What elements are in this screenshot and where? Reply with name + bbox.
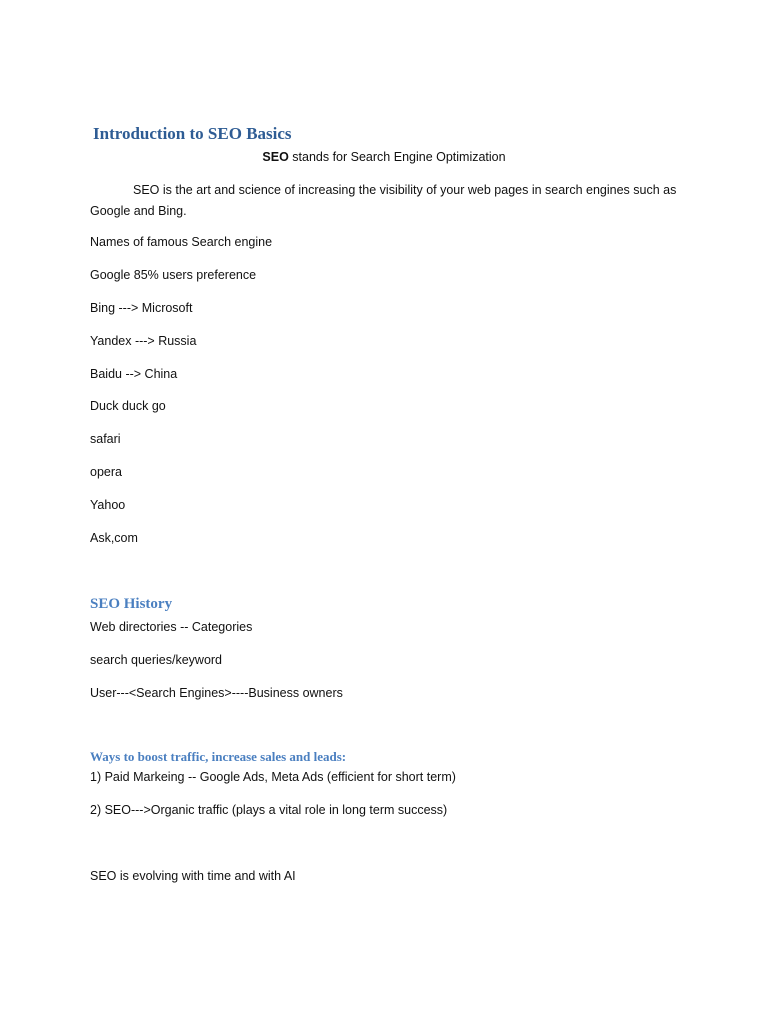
intro-paragraph: SEO is the art and science of increasing the visibility of your web pages in search engines such as Google and Bing. bbox=[90, 183, 677, 218]
list-item: Yandex ---> Russia bbox=[90, 334, 197, 348]
list-item: Baidu --> China bbox=[90, 367, 178, 381]
list-item: Duck duck go bbox=[90, 399, 166, 413]
list-item: opera bbox=[90, 465, 122, 479]
list-item: Yahoo bbox=[90, 498, 126, 512]
list-item: safari bbox=[90, 432, 121, 446]
history-line: Web directories -- Categories bbox=[90, 620, 253, 634]
list-item: Bing ---> Microsoft bbox=[90, 301, 193, 315]
history-line: User---<Search Engines>----Business owners bbox=[90, 686, 343, 700]
history-line: search queries/keyword bbox=[90, 653, 223, 667]
list-item: Ask,com bbox=[90, 531, 138, 545]
ways-line: 1) Paid Markeing -- Google Ads, Meta Ads (efficient for short term) bbox=[90, 770, 456, 784]
subtitle-bold: SEO bbox=[262, 150, 289, 164]
subtitle-rest: stands for Search Engine Optimization bbox=[288, 150, 506, 164]
subtitle bbox=[0, 147, 768, 167]
list-heading: Names of famous Search engine bbox=[90, 235, 273, 249]
list-item: Google 85% users preference bbox=[90, 268, 257, 282]
ways-heading: Ways to boost traffic, increase sales and leads: bbox=[90, 749, 347, 764]
page-title: Introduction to SEO Basics bbox=[93, 124, 292, 143]
ways-line: 2) SEO--->Organic traffic (plays a vital role in long term success) bbox=[90, 803, 448, 817]
closing-line: SEO is evolving with time and with AI bbox=[90, 869, 296, 883]
history-heading: SEO History bbox=[90, 596, 173, 612]
